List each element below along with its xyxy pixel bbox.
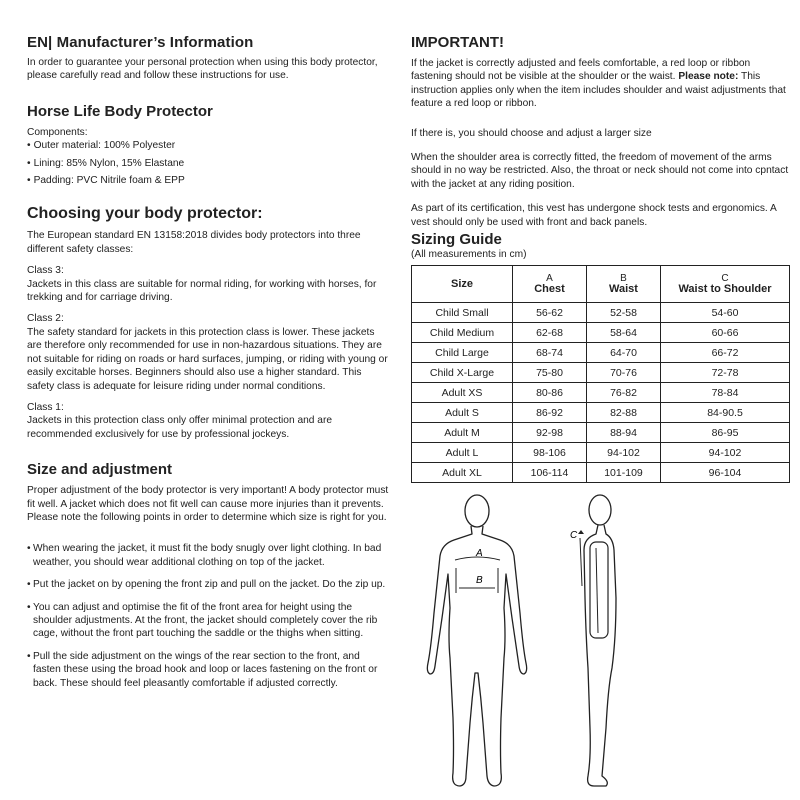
header-waist: B Waist [587, 266, 661, 303]
header-size: Size [412, 266, 513, 303]
table-cell: 80-86 [513, 383, 587, 403]
important-p2: If there is, you should choose and adjust a larger size [411, 127, 652, 139]
table-row [412, 343, 790, 363]
table-cell: Child Medium [412, 323, 513, 343]
component-item: • Padding: PVC Nitrile foam & EPP [27, 174, 389, 187]
table-cell: 70-76 [587, 363, 661, 383]
sizing-title: Sizing Guide [411, 231, 502, 249]
table-cell: 94-102 [661, 443, 790, 463]
table-cell: 98-106 [513, 443, 587, 463]
table-cell: 101-109 [587, 463, 661, 483]
table-cell: Adult XL [412, 463, 513, 483]
table-cell: 94-102 [587, 443, 661, 463]
manufacturer-text: In order to guarantee your personal protection when using this body protector, please carefully read and follow these instructions for use. [27, 57, 378, 82]
size-adjust-title: Size and adjustment [27, 461, 173, 479]
table-row [412, 323, 790, 343]
table-cell: Adult L [412, 443, 513, 463]
table-cell: 72-78 [661, 363, 790, 383]
table-cell: 106-114 [513, 463, 587, 483]
table-cell: 96-104 [661, 463, 790, 483]
components-label: Components: [27, 126, 88, 138]
components-list [27, 139, 389, 187]
header-waist-to-shoulder: C Waist to Shoulder [661, 266, 790, 303]
important-p4: As part of its certification, this vest has undergone shock tests and ergonomics. A vest should only be used with front and back panels. [411, 203, 777, 228]
table-cell: Adult S [412, 403, 513, 423]
important-p3: When the shoulder area is correctly fitted, the freedom of movement of the arms should in no way be restricted. Also, the throat or neck should not come into cpntact with the jacket at any riding position. [411, 152, 789, 190]
list-item: • When wearing the jacket, it must fit the body snugly over light clothing. In bad weather, you should wear additional clothing on top of the jacket. [27, 543, 382, 568]
table-cell: 84-90.5 [661, 403, 790, 423]
table-row [412, 423, 790, 443]
product-title: Horse Life Body Protector [27, 102, 213, 120]
label-b: B [476, 575, 483, 586]
table-cell: Child Large [412, 343, 513, 363]
important-title: IMPORTANT! [411, 34, 505, 51]
table-cell: 86-92 [513, 403, 587, 423]
table-row [412, 443, 790, 463]
table-cell: 60-66 [661, 323, 790, 343]
waist-to-shoulder-line [580, 538, 582, 586]
table-cell: 76-82 [587, 383, 661, 403]
choosing-title: Choosing your body protector: [27, 205, 263, 223]
table-cell: 75-80 [513, 363, 587, 383]
choosing-intro: The European standard EN 13158:2018 divides body protectors into three different safety classes: [27, 230, 361, 255]
table-cell: 62-68 [513, 323, 587, 343]
class-label: Class 1: [27, 401, 64, 413]
sizing-subtitle: (All measurements in cm) [411, 249, 527, 261]
table-row [412, 303, 790, 323]
class-text: Jackets in this class are suitable for normal riding, for working with horses, for trekking and for carriage driving. [27, 278, 377, 304]
table-row [412, 363, 790, 383]
table-cell: 66-72 [661, 343, 790, 363]
table-cell: 78-84 [661, 383, 790, 403]
table-row [412, 463, 790, 483]
table-cell: Adult M [412, 423, 513, 443]
table-cell: Adult XS [412, 383, 513, 403]
list-item: • You can adjust and optimise the fit of the front area for height using the shoulder adjustments. At the front, the jacket should completely cover the rib cage, without the front part touching the saddle or the thighs when sitting. [27, 601, 378, 640]
right-column [411, 34, 789, 483]
header-chest: A Chest [513, 266, 587, 303]
label-a: A [476, 548, 483, 559]
table-cell: 88-94 [587, 423, 661, 443]
body-measurement-diagram [420, 488, 660, 793]
important-p1: If the jacket is correctly adjusted and feels comfortable, a red loop or ribbon fastening should not be visible at the shoulder or the waist. Please note: This instruction applies only when the item includes shoulder and waist adjustments that feature a red loop or ribbon. [411, 58, 786, 110]
manufacturer-title: EN| Manufacturer’s Information [27, 34, 254, 51]
sizing-table [411, 265, 790, 483]
table-cell: 86-95 [661, 423, 790, 443]
table-row [412, 403, 790, 423]
arrow-head-icon [578, 530, 584, 534]
table-cell: Child X-Large [412, 363, 513, 383]
list-item: • Pull the side adjustment on the wings of the rear section to the front, and fasten these using the broad hook and loop or laces fastening on the front or back. These should feel pleasantly comfortable if adjusted correctly. [27, 650, 378, 689]
component-item: • Lining: 85% Nylon, 15% Elastane [27, 157, 389, 170]
front-figure [427, 495, 526, 786]
table-header-row [412, 266, 790, 303]
size-adjust-bullets [27, 542, 389, 690]
table-cell: 58-64 [587, 323, 661, 343]
table-cell: 82-88 [587, 403, 661, 423]
table-cell: Child Small [412, 303, 513, 323]
class-text: The safety standard for jackets in this protection class is lower. These jackets are therefore only recommended for use in non-hazardous situations. They are not suitable for riding on roads or hard surfaces, jumping, or riding with young or easily excitable horses. Beginners should also use a higher standard. This safety class is adequate for leisure riding under normal conditions. [27, 326, 388, 392]
class-text: Jackets in this protection class only offer minimal protection and are recommended exclusively for use by professional jockeys. [27, 415, 333, 440]
left-column [27, 34, 389, 699]
table-cell: 54-60 [661, 303, 790, 323]
table-cell: 56-62 [513, 303, 587, 323]
table-cell: 64-70 [587, 343, 661, 363]
size-adjust-intro: Proper adjustment of the body protector is very important! A body protector must fit well. A jacket which does not fit well can cause more injuries than it prevents. Please note the following points in order to determine which size is right for you. [27, 485, 389, 523]
component-item: • Outer material: 100% Polyester [27, 139, 389, 152]
table-row [412, 383, 790, 403]
table-cell: 52-58 [587, 303, 661, 323]
class-label: Class 3: [27, 265, 64, 277]
side-figure [584, 495, 616, 786]
list-item: • Put the jacket on by opening the front zip and pull on the jacket. Do the zip up. [27, 579, 386, 591]
table-cell: 92-98 [513, 423, 587, 443]
class-label: Class 2: [27, 313, 64, 325]
label-c: C [570, 530, 578, 541]
table-cell: 68-74 [513, 343, 587, 363]
